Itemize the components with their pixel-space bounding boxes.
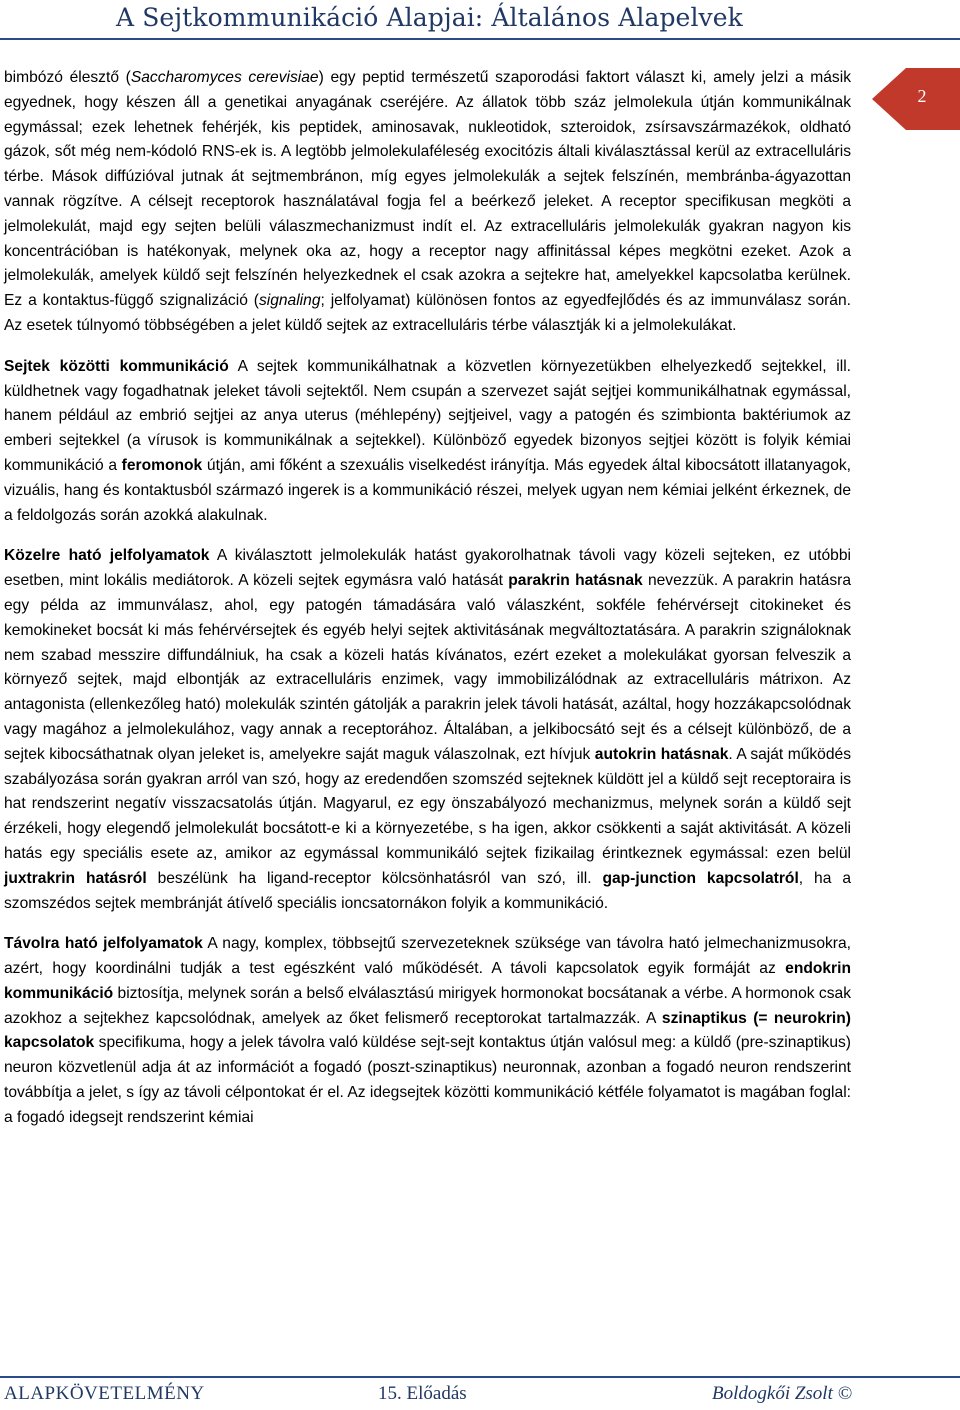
text-run: biztosítja, melynek során a belső elválasztású mirigyek hormonokat bocsátanak a vérbe. A hormonok csak azokhoz a sejtekhez kapcsolódnak, amelyek az őket felismerő receptorokat tartalmazzák. A <box>4 984 851 1027</box>
text-run: specifikuma, hogy a jelek távolra való küldése sejt-sejt kontaktus útján valósul meg: a küldő (pre-szinaptikus) neuron közvetlenül adja át az információt a fogadó (poszt-szinaptikus) neuronnak, azonban a fogadó neuron rendszerint továbbítja a jelet, s így az távoli célpontokat ér el. Az idegsejtek közötti kommunikáció kétféle folyamatot is magában foglal: a fogadó idegsejt rendszerint kémiai <box>4 1034 851 1126</box>
footer-course-level: ALAPKÖVETELMÉNY <box>4 1383 205 1404</box>
text-run: útján, ami főként a szexuális viselkedést irányítja. Más egyedek által kibocsátott illatanyagok, vizuális, hang és kontaktusból származó ingerek is a kommunikáció részei, melyek ugyan nem kémiai jelként érkeznek, de a feldolgozás során azokká alakulnak. <box>4 456 852 524</box>
paragraph-cell-communication <box>4 355 851 529</box>
bold-term: juxtrakrin hatásról <box>4 869 147 887</box>
bold-term: Közelre ható jelfolyamatok <box>4 547 210 565</box>
header-divider <box>0 38 960 40</box>
text-run: bimbózó élesztő ( <box>4 69 131 86</box>
footer-author: Boldogkői Zsolt © <box>712 1383 853 1404</box>
bold-term: szinaptikus (= neurokrin) kapcsolatok <box>4 1009 851 1052</box>
bold-term: Sejtek közötti kommunikáció <box>4 357 229 375</box>
text-run: A kiválasztott jelmolekulák hatást gyakorolhatnak távoli vagy közeli sejteken, ez utóbbi esetben, mint lokális mediátorok. A közeli sejtek egymásra való hatását <box>4 547 851 590</box>
text-run: , ha a szomszédos sejtek membránját átívelő speciális ioncsatornákon folyik a kommunikáció. <box>4 869 851 912</box>
text-run: A sejtek kommunikálhatnak a közvetlen környezetükben elhelyezkedő sejtekkel, ill. küldhetnek vagy fogadhatnak jeleket távoli sejtektől. Nem csupán a szervezet saját sejtjei kommunikálhatnak egymással, hanem például az embrió sejtjei az anya uterus (méhlepény) sejtjeivel, vagy a patogén és szimbionta baktériumok az emberi sejtekkel (a vírusok is kommunikálnak a sejtekkel). Különböző egyedek bizonyos sejtjei között is folyik kémiai kommunikáció a <box>4 357 851 474</box>
italic-term: signaling <box>258 292 321 310</box>
bold-term: parakrin hatásnak <box>508 572 643 590</box>
text-run: A nagy, komplex, többsejtű szervezeteknek szüksége van távolra ható jelmechanizmusokra, azért, hogy koordinálni tudják a test egészként való működését. A távoli kapcsolatok egyik formáját az <box>4 935 851 978</box>
page-number-badge <box>872 68 960 130</box>
bold-term: autokrin hatásnak <box>594 745 729 763</box>
bold-term: feromonok <box>121 456 203 474</box>
text-run: . A saját működés szabályozása során gyakran arról van szó, hogy az eredendően szomszéd sejteknek küldött jel a küldő sejt receptoraira is hat rendszerint negatív visszacsatolás útján. Magyarul, ez egy önszabályozó mechanizmus, melynek során a küldő sejt érzékeli, hogy elegendő jelmolekulát bocsátott-e ki a környezetébe, s ha igen, akkor csökkenti a saját aktivitását. A közeli hatás egy speciális esete az, amikor az egymással kommunikáló sejtek fizikailag érintkeznek egymással: ezen belül <box>4 745 851 862</box>
bold-term: Távolra ható jelfolyamatok <box>4 935 203 953</box>
bold-term: endokrin kommunikáció <box>4 960 851 1002</box>
text-run: beszélünk ha ligand-receptor kölcsönhatásról van szó, ill. <box>146 869 603 887</box>
page-header <box>0 0 960 40</box>
document-body <box>4 66 851 1147</box>
page-footer <box>0 1376 960 1410</box>
footer-lecture-number: 15. Előadás <box>378 1383 467 1404</box>
footer-divider <box>0 1376 960 1378</box>
bold-term: gap-junction kapcsolatról <box>602 869 799 887</box>
paragraph-intro <box>4 66 851 339</box>
text-run: ; jelfolyamat) különösen fontos az egyedfejlődés és az immunválasz során. Az esetek túlnyomó többségében a jelet küldő sejtek az extracelluláris térbe választják ki a jelmolekulákat. <box>4 292 851 334</box>
paragraph-distant-signaling <box>4 932 851 1130</box>
text-run: nevezzük. A parakrin hatásra egy példa az immunválasz, ahol, egy patogén támadására való válaszként, sokféle fehérvérsejt citokineket és kemokineket bocsát ki más fehérvérsejtek és egyéb helyi sejtek aktivitásának megváltoztatására. A parakrin szignáloknak nem szabad messzire diffundálniuk, ha csak a közeli hatás kívánatos, ezért ezeket a molekulákat gyorsan felveszik a környező sejtek, majd elbontják az extracelluláris enzimek, vagy immobilizálódnak az extracelluláris mátrixon. Az antagonista (ellenkezőleg ható) molekulák szintén gátolják a parakrin jelek távoli hatását, azáltal, hogy hozzákapcsolódnak vagy magához a jelmolekulához, vagy annak a receptorához. Általában, a jelkibocsátó sejt és a célsejt különböző, de a sejtek kibocsáthatnak olyan jeleket is, amelyekre saját maguk válaszolnak, ezt hívjuk <box>4 572 851 763</box>
italic-term: Saccharomyces cerevisiae <box>130 69 319 86</box>
text-run: ) egy peptid természetű szaporodási faktort választ ki, amely jelzi a másik egyednek, hogy készen áll a genetikai anyagának cseréjére. Az állatok több száz jelmolekula útján kommunikálnak egymással; ezek lehetnek fehérjék, kis peptidek, aminosavak, nukleotidok, szteroidok, zsírsavszármazékok, oldható gázok, sőt még nem-kódoló RNS-ek is. A legtöbb jelmolekulaféleség exocitózis általi kiválasztással kerül az extracelluláris térbe. Mások diffúzióval jutnak át sejtmembránon, míg egyes jelmolekulák a sejtek felszínén, membránba-ágyazottan vannak rögzítve. A célsejt receptorok használatával fogja fel a beérkező jeleket. A receptor specifikusan megköti a jelmolekulát, majd egy sejten belüli válaszmechanizmust indít el. Az extracelluláris jelmolekulák gyakran nagyon kis koncentrációban is hatékonyak, melynek oka az, hogy a receptor nagy affinitással képes megkötni ezeket. Azok a jelmolekulák, amelyek küldő sejt felszínén helyezkednek el csak azokra a sejtekre hat, amelyekkel kapcsolatba kerülnek. Ez a kontaktus-függő szignalizáció ( <box>4 69 851 310</box>
header-title: A Sejtkommunikáció Alapjai: Általános Alapelvek <box>116 3 743 32</box>
page-number: 2 <box>917 86 927 106</box>
paragraph-local-signaling <box>4 544 851 916</box>
